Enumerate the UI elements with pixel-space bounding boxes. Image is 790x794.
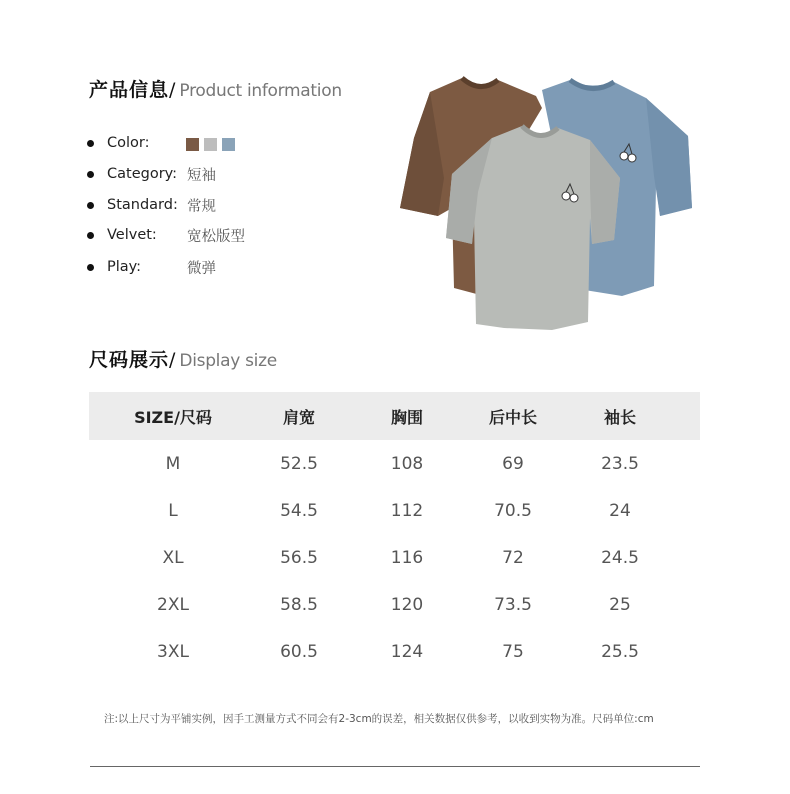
cell-sleeve: 24	[609, 500, 631, 521]
title-slash: /	[169, 79, 176, 101]
table-header	[89, 392, 700, 440]
info-value: 常规	[187, 198, 216, 215]
table-row	[89, 534, 700, 581]
cell-size: M	[165, 453, 181, 474]
cell-chest: 124	[390, 641, 424, 662]
info-label: Velvet:	[107, 227, 157, 243]
cell-length: 70.5	[494, 500, 532, 521]
cell-size: XL	[162, 547, 184, 568]
cell-length: 69	[502, 453, 524, 474]
color-swatch-brown[interactable]	[186, 138, 199, 151]
info-row-category	[87, 162, 216, 186]
product-image	[392, 68, 702, 350]
product-info-title-cn: 产品信息	[89, 79, 170, 101]
table-row	[89, 581, 700, 628]
bullet-icon	[87, 232, 94, 239]
cell-sleeve: 25.5	[601, 641, 639, 662]
color-swatch-blue[interactable]	[222, 138, 235, 151]
size-table	[89, 392, 700, 675]
info-row-color	[87, 131, 240, 155]
cell-shoulder: 54.5	[280, 500, 318, 521]
header-chest: 胸围	[390, 407, 423, 427]
cell-shoulder: 52.5	[280, 453, 318, 474]
info-label: Play:	[107, 259, 142, 275]
info-label: Category:	[107, 166, 178, 182]
cell-chest: 120	[390, 594, 424, 615]
color-swatch-gray[interactable]	[204, 138, 217, 151]
size-display-title-en: Display size	[179, 351, 277, 371]
product-info-title-en: Product information	[179, 81, 342, 101]
info-value: 宽松版型	[187, 228, 245, 245]
tshirts-illustration	[392, 68, 702, 350]
cell-length: 72	[502, 547, 524, 568]
product-info-heading	[89, 75, 342, 102]
header-sleeve: 袖长	[603, 407, 636, 427]
cell-size: L	[168, 500, 178, 521]
info-row-standard	[87, 193, 216, 217]
cell-shoulder: 60.5	[280, 641, 318, 662]
size-display-heading	[89, 345, 277, 372]
color-swatches	[186, 134, 240, 153]
info-value: 短袖	[187, 167, 216, 184]
header-size: SIZE/尺码	[134, 407, 212, 427]
cell-sleeve: 25	[609, 594, 631, 615]
header-shoulder: 肩宽	[282, 407, 315, 427]
cell-length: 73.5	[494, 594, 532, 615]
cell-sleeve: 24.5	[601, 547, 639, 568]
table-row	[89, 628, 700, 675]
cell-chest: 116	[390, 547, 424, 568]
cell-sleeve: 23.5	[601, 453, 639, 474]
cell-shoulder: 58.5	[280, 594, 318, 615]
cell-size: 2XL	[157, 594, 189, 615]
table-row	[89, 487, 700, 534]
cell-shoulder: 56.5	[280, 547, 318, 568]
measurement-note: 注:以上尺寸为平铺实例，因手工测量方式不同会有2-3cm的误差，相关数据仅供参考，以收到实物为准。尺码单位:cm	[104, 713, 654, 725]
cell-chest: 108	[390, 453, 424, 474]
cell-length: 75	[502, 641, 524, 662]
bullet-icon	[87, 202, 94, 209]
info-label: Standard:	[107, 197, 178, 213]
table-row	[89, 440, 700, 487]
cell-size: 3XL	[157, 641, 189, 662]
info-row-play	[87, 255, 216, 279]
bullet-icon	[87, 171, 94, 178]
cell-chest: 112	[390, 500, 424, 521]
divider	[90, 766, 700, 767]
info-row-velvet	[87, 223, 245, 247]
info-label: Color:	[107, 135, 150, 151]
gray-tshirt	[446, 126, 620, 330]
size-display-title-cn: 尺码展示	[89, 349, 170, 371]
title-slash: /	[169, 349, 176, 371]
bullet-icon	[87, 140, 94, 147]
bullet-icon	[87, 264, 94, 271]
header-length: 后中长	[488, 407, 537, 427]
info-value: 微弹	[187, 260, 216, 277]
